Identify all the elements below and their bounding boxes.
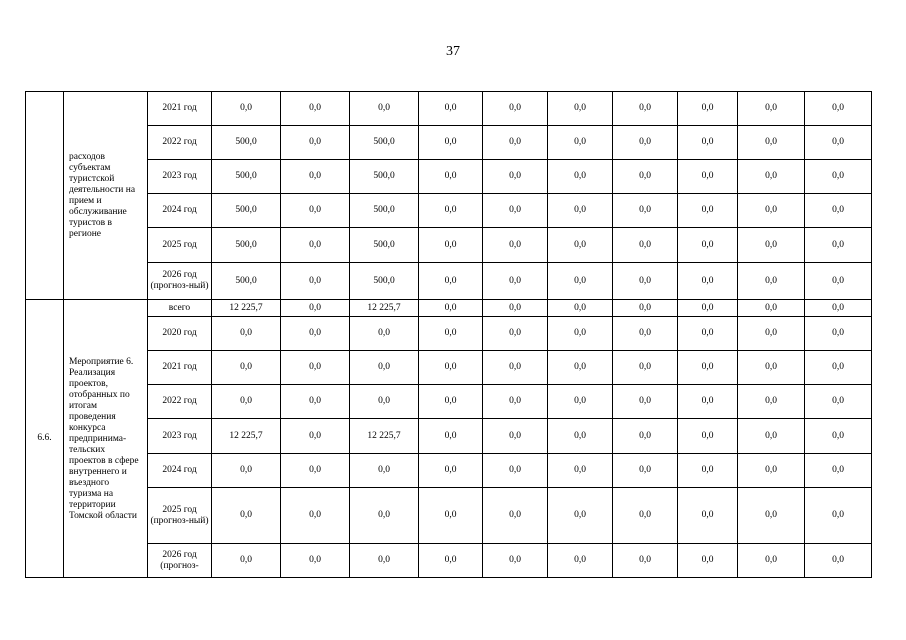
value-cell: 0,0	[548, 385, 613, 419]
year-cell: 2022 год	[148, 126, 212, 160]
value-cell: 500,0	[212, 160, 281, 194]
page-number: 37	[446, 44, 460, 59]
value-cell: 500,0	[350, 126, 419, 160]
value-cell: 0,0	[678, 385, 738, 419]
value-cell: 0,0	[483, 488, 548, 544]
year-cell: 2021 год	[148, 351, 212, 385]
value-cell: 0,0	[678, 544, 738, 578]
table-row	[26, 419, 872, 454]
value-cell: 0,0	[281, 385, 350, 419]
year-cell: всего	[148, 300, 212, 317]
value-cell: 0,0	[350, 351, 419, 385]
value-cell: 0,0	[548, 194, 613, 228]
value-cell: 0,0	[419, 126, 483, 160]
value-cell: 0,0	[548, 300, 613, 317]
item-description-cell: Мероприятие 6. Реализация проектов, отобранных по итогам проведения конкурса предпринима-тельских проектов в сфере внутреннего и въездного туризма на территории Томской области	[64, 300, 148, 578]
table-row	[26, 194, 872, 228]
item-number-cell: 6.6.	[26, 300, 64, 578]
year-cell: 2025 год	[148, 228, 212, 263]
value-cell: 0,0	[678, 228, 738, 263]
value-cell: 0,0	[548, 488, 613, 544]
year-cell: 2023 год	[148, 160, 212, 194]
value-cell: 0,0	[212, 92, 281, 126]
item-number-cell	[26, 92, 64, 300]
value-cell: 500,0	[212, 228, 281, 263]
value-cell: 0,0	[678, 317, 738, 351]
value-cell: 0,0	[548, 92, 613, 126]
value-cell: 0,0	[805, 488, 872, 544]
value-cell: 0,0	[212, 385, 281, 419]
value-cell: 0,0	[350, 488, 419, 544]
value-cell: 0,0	[613, 488, 678, 544]
value-cell: 0,0	[805, 126, 872, 160]
value-cell: 500,0	[350, 228, 419, 263]
value-cell: 0,0	[281, 228, 350, 263]
value-cell: 0,0	[738, 300, 805, 317]
value-cell: 0,0	[350, 317, 419, 351]
value-cell: 0,0	[678, 419, 738, 454]
value-cell: 12 225,7	[212, 419, 281, 454]
budget-table	[25, 91, 872, 578]
value-cell: 0,0	[281, 300, 350, 317]
value-cell: 0,0	[738, 194, 805, 228]
value-cell: 0,0	[738, 126, 805, 160]
table-row	[26, 126, 872, 160]
value-cell: 0,0	[419, 92, 483, 126]
value-cell: 0,0	[548, 419, 613, 454]
value-cell: 0,0	[738, 263, 805, 300]
value-cell: 0,0	[613, 300, 678, 317]
value-cell: 0,0	[805, 351, 872, 385]
value-cell: 0,0	[805, 454, 872, 488]
value-cell: 0,0	[613, 317, 678, 351]
value-cell: 0,0	[419, 317, 483, 351]
value-cell: 0,0	[548, 263, 613, 300]
table-row	[26, 317, 872, 351]
value-cell: 0,0	[678, 160, 738, 194]
value-cell: 0,0	[738, 544, 805, 578]
item-description-cell: расходов субъектам туристской деятельности на прием и обслуживание туристов в регионе	[64, 92, 148, 300]
value-cell: 0,0	[419, 300, 483, 317]
value-cell: 0,0	[281, 488, 350, 544]
table-row	[26, 263, 872, 300]
year-cell: 2026 год (прогноз-ный)	[148, 263, 212, 300]
value-cell: 0,0	[483, 317, 548, 351]
value-cell: 0,0	[613, 385, 678, 419]
value-cell: 0,0	[613, 126, 678, 160]
value-cell: 0,0	[548, 317, 613, 351]
value-cell: 0,0	[281, 194, 350, 228]
value-cell: 0,0	[483, 454, 548, 488]
value-cell: 0,0	[738, 351, 805, 385]
value-cell: 0,0	[483, 194, 548, 228]
value-cell: 0,0	[678, 351, 738, 385]
value-cell: 0,0	[738, 419, 805, 454]
year-cell: 2021 год	[148, 92, 212, 126]
table-body	[26, 92, 872, 578]
value-cell: 0,0	[738, 92, 805, 126]
value-cell: 0,0	[419, 160, 483, 194]
value-cell: 0,0	[483, 385, 548, 419]
value-cell: 0,0	[281, 454, 350, 488]
value-cell: 0,0	[350, 92, 419, 126]
value-cell: 0,0	[212, 351, 281, 385]
value-cell: 0,0	[613, 228, 678, 263]
value-cell: 0,0	[212, 317, 281, 351]
value-cell: 500,0	[350, 160, 419, 194]
value-cell: 500,0	[350, 194, 419, 228]
value-cell: 0,0	[805, 194, 872, 228]
value-cell: 0,0	[548, 228, 613, 263]
value-cell: 0,0	[613, 263, 678, 300]
year-cell: 2024 год	[148, 454, 212, 488]
value-cell: 0,0	[281, 92, 350, 126]
value-cell: 0,0	[483, 228, 548, 263]
value-cell: 0,0	[350, 385, 419, 419]
value-cell: 0,0	[350, 454, 419, 488]
value-cell: 0,0	[548, 160, 613, 194]
value-cell: 0,0	[419, 419, 483, 454]
value-cell: 0,0	[419, 351, 483, 385]
value-cell: 0,0	[805, 160, 872, 194]
value-cell: 0,0	[281, 351, 350, 385]
value-cell: 12 225,7	[212, 300, 281, 317]
table-row	[26, 300, 872, 317]
value-cell: 0,0	[805, 385, 872, 419]
value-cell: 0,0	[281, 419, 350, 454]
year-cell: 2020 год	[148, 317, 212, 351]
value-cell: 0,0	[548, 544, 613, 578]
value-cell: 0,0	[212, 488, 281, 544]
value-cell: 0,0	[678, 454, 738, 488]
value-cell: 0,0	[483, 126, 548, 160]
value-cell: 500,0	[212, 263, 281, 300]
table-row	[26, 488, 872, 544]
value-cell: 0,0	[281, 263, 350, 300]
year-cell: 2025 год (прогноз-ный)	[148, 488, 212, 544]
value-cell: 0,0	[805, 300, 872, 317]
value-cell: 12 225,7	[350, 300, 419, 317]
value-cell: 0,0	[548, 454, 613, 488]
value-cell: 0,0	[678, 92, 738, 126]
value-cell: 0,0	[805, 228, 872, 263]
table-row	[26, 454, 872, 488]
value-cell: 0,0	[350, 544, 419, 578]
value-cell: 500,0	[212, 194, 281, 228]
value-cell: 0,0	[548, 126, 613, 160]
value-cell: 0,0	[613, 194, 678, 228]
value-cell: 0,0	[678, 263, 738, 300]
year-cell: 2024 год	[148, 194, 212, 228]
value-cell: 0,0	[805, 92, 872, 126]
value-cell: 0,0	[483, 263, 548, 300]
value-cell: 0,0	[281, 317, 350, 351]
value-cell: 0,0	[738, 488, 805, 544]
value-cell: 0,0	[419, 228, 483, 263]
value-cell: 0,0	[613, 351, 678, 385]
value-cell: 0,0	[678, 194, 738, 228]
value-cell: 0,0	[678, 488, 738, 544]
value-cell: 0,0	[281, 160, 350, 194]
value-cell: 0,0	[678, 126, 738, 160]
table-row	[26, 160, 872, 194]
table-row	[26, 228, 872, 263]
value-cell: 0,0	[738, 160, 805, 194]
value-cell: 0,0	[483, 544, 548, 578]
value-cell: 500,0	[212, 126, 281, 160]
value-cell: 0,0	[613, 454, 678, 488]
year-cell: 2023 год	[148, 419, 212, 454]
value-cell: 0,0	[805, 419, 872, 454]
table-row	[26, 351, 872, 385]
value-cell: 0,0	[613, 92, 678, 126]
value-cell: 0,0	[483, 419, 548, 454]
value-cell: 0,0	[419, 488, 483, 544]
value-cell: 0,0	[212, 544, 281, 578]
table-row	[26, 92, 872, 126]
value-cell: 0,0	[678, 300, 738, 317]
value-cell: 0,0	[419, 263, 483, 300]
value-cell: 0,0	[548, 351, 613, 385]
year-cell: 2022 год	[148, 385, 212, 419]
value-cell: 500,0	[350, 263, 419, 300]
value-cell: 0,0	[281, 126, 350, 160]
value-cell: 0,0	[738, 454, 805, 488]
value-cell: 0,0	[419, 385, 483, 419]
value-cell: 0,0	[805, 544, 872, 578]
value-cell: 0,0	[483, 300, 548, 317]
value-cell: 0,0	[483, 351, 548, 385]
value-cell: 0,0	[805, 317, 872, 351]
value-cell: 0,0	[483, 160, 548, 194]
value-cell: 0,0	[483, 92, 548, 126]
table-row	[26, 544, 872, 578]
value-cell: 0,0	[613, 160, 678, 194]
value-cell: 0,0	[419, 454, 483, 488]
value-cell: 0,0	[281, 544, 350, 578]
value-cell: 0,0	[738, 385, 805, 419]
value-cell: 12 225,7	[350, 419, 419, 454]
value-cell: 0,0	[419, 194, 483, 228]
value-cell: 0,0	[738, 317, 805, 351]
value-cell: 0,0	[613, 419, 678, 454]
value-cell: 0,0	[805, 263, 872, 300]
value-cell: 0,0	[613, 544, 678, 578]
value-cell: 0,0	[738, 228, 805, 263]
year-cell: 2026 год (прогноз-	[148, 544, 212, 578]
value-cell: 0,0	[419, 544, 483, 578]
table-row	[26, 385, 872, 419]
value-cell: 0,0	[212, 454, 281, 488]
